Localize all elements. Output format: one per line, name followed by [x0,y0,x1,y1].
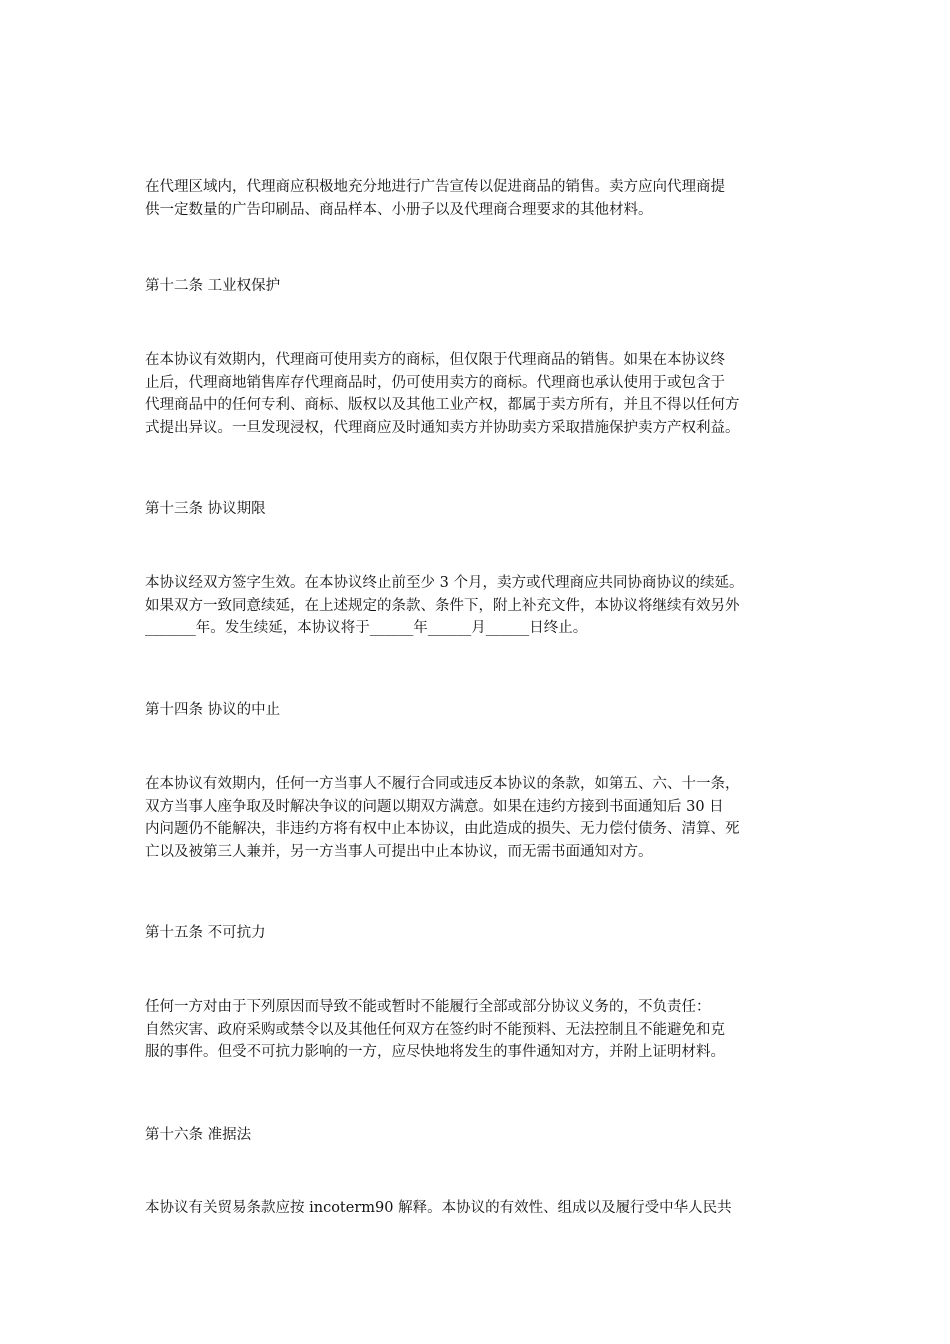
paragraph-line: 本协议经双方签字生效。在本协议终止前至少 3 个月，卖方或代理商应共同协商协议的续延。 [145,575,744,591]
article-15-heading: 第十五条 不可抗力 [145,925,266,941]
paragraph-line: 式提出异议。一旦发现浸权，代理商应及时通知卖方并协助卖方采取措施保护卖方产权利益。 [145,419,740,436]
paragraph-line: 亡以及被第三人兼并，另一方当事人可提出中止本协议，而无需书面通知对方。 [145,843,653,860]
article-14-heading: 第十四条 协议的中止 [145,702,281,718]
article-12-heading: 第十二条 工业权保护 [145,278,281,294]
article-15-paragraph [145,996,825,1064]
paragraph-line: 在本协议有效期内，代理商可使用卖方的商标，但仅限于代理商品的销售。如果在本协议终 [145,352,725,368]
paragraph-line: 任何一方对由于下列原因而导致不能或暂时不能履行全部或部分协议义务的，不负责任： [145,999,711,1015]
article-13-paragraph [145,572,825,640]
paragraph-line: 在代理区域内，代理商应积极地充分地进行广告宣传以促进商品的销售。卖方应向代理商提 [145,179,725,195]
paragraph-line: 双方当事人座争取及时解决争议的问题以期双方满意。如果在违约方接到书面通知后 30 日 [145,798,724,815]
paragraph-line: 在本协议有效期内，任何一方当事人不履行合同或违反本协议的条款，如第五、六、十一条， [145,776,740,792]
paragraph-line: 服的事件。但受不可抗力影响的一方，应尽快地将发生的事件通知对方，并附上证明材料。 [145,1044,725,1060]
article-16-heading: 第十六条 准据法 [145,1127,252,1143]
paragraph-line: 本协议有关贸易条款应按 incoterm90 解释。本协议的有效性、组成以及履行受中华人民共 [145,1200,732,1216]
article-16-paragraph [145,1197,825,1220]
paragraph-line: 如果双方一致同意续延，在上述规定的条款、条件下，附上补充文件，本协议将继续有效另外 [145,597,740,614]
paragraph-line: 供一定数量的广告印刷品、商品样本、小册子以及代理商合理要求的其他材料。 [145,201,653,218]
paragraph-line: 代理商品中的任何专利、商标、版权以及其他工业产权，都属于卖方所有，并且不得以任何方 [145,397,740,413]
article-12-paragraph [145,349,825,439]
paragraph-line: _______年。发生续延，本协议将于______年______月______日终止。 [145,620,588,636]
paragraph-line: 内问题仍不能解决，非违约方将有权中止本协议，由此造成的损失、无力偿付债务、清算、死 [145,821,740,837]
paragraph-line: 自然灾害、政府采购或禁令以及其他任何双方在签约时不能预料、无法控制且不能避免和克 [145,1021,725,1038]
paragraph-line: 止后，代理商地销售库存代理商品时，仍可使用卖方的商标。代理商也承认使用于或包含于 [145,374,725,391]
article-14-paragraph [145,773,825,863]
article-13-heading: 第十三条 协议期限 [145,501,266,517]
intro-paragraph [145,176,825,221]
